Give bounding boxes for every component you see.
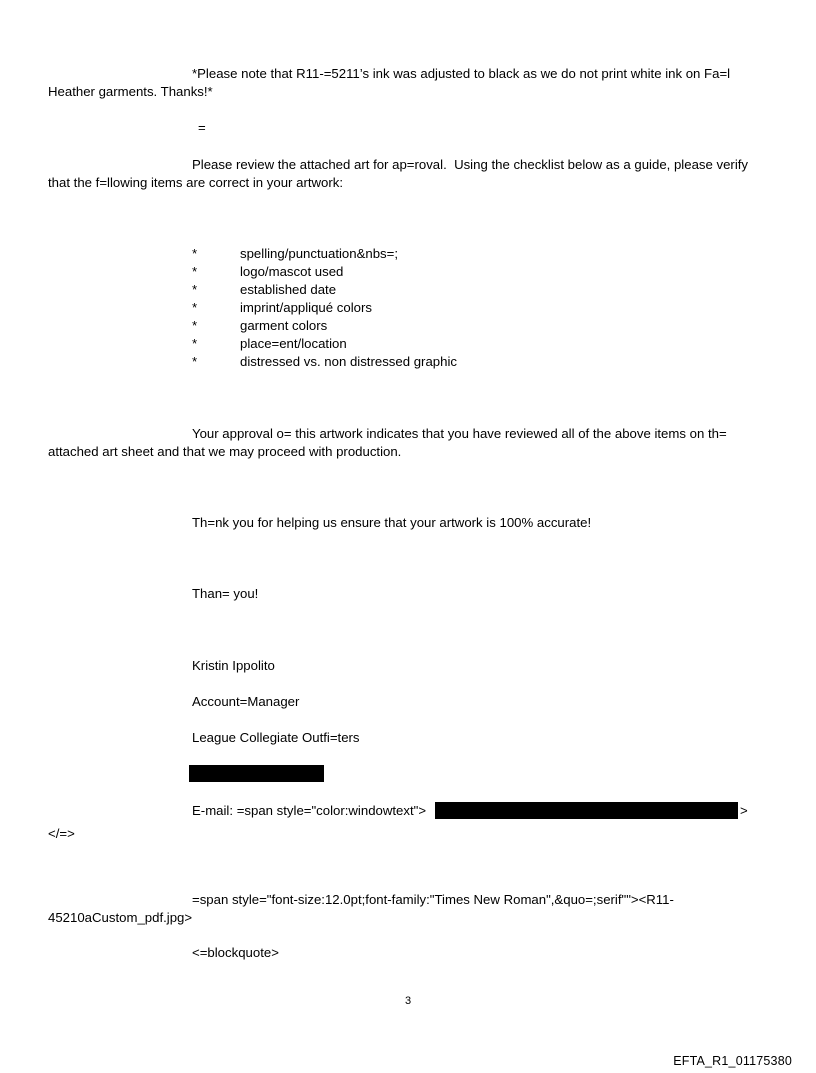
list-item: spelling/punctuation&nbs=; (240, 246, 398, 261)
email-closing: </=> (48, 826, 75, 841)
page-number: 3 (404, 995, 412, 1007)
intro-line-1: Please review the attached art for ap=roval. Using the checklist below as a guide, please verify (192, 157, 749, 172)
list-item: logo/mascot used (240, 264, 344, 279)
signature-company: League Collegiate Outfi=ters (192, 730, 360, 745)
email-suffix: > (740, 803, 748, 818)
list-item: established date (240, 282, 337, 297)
approval-line-1: Your approval o= this artwork indicates that you have reviewed all of the above items on th= (192, 426, 727, 441)
separator: = (198, 120, 206, 135)
list-item: place=ent/location (240, 336, 347, 351)
approval-line-2: attached art sheet and that we may proceed with production. (48, 444, 402, 459)
document-id: EFTA_R1_01175380 (673, 1054, 792, 1068)
signature-name: Kristin Ippolito (192, 658, 275, 673)
bullet-marker: * (192, 264, 198, 279)
note-line-1: *Please note that R11-=5211’s ink was adjusted to black as we do not print white ink on Fa=l (192, 66, 731, 81)
blockquote-line: <=blockquote> (192, 945, 279, 960)
bullet-marker: * (192, 300, 198, 315)
list-item: imprint/appliqué colors (240, 300, 372, 315)
bullet-marker: * (192, 336, 198, 351)
bullet-marker: * (192, 246, 198, 261)
list-item: distressed vs. non distressed graphic (240, 354, 457, 369)
list-item: garment colors (240, 318, 328, 333)
span-code-line-2: 45210aCustom_pdf.jpg> (48, 910, 193, 925)
bullet-marker: * (192, 282, 198, 297)
thanks-accuracy-line: Th=nk you for helping us ensure that your artwork is 100% accurate! (192, 515, 592, 530)
bullet-marker: * (192, 318, 198, 333)
redaction-email (435, 802, 738, 819)
thanks-line: Than= you! (192, 586, 259, 601)
signature-title: Account=Manager (192, 694, 300, 709)
redaction-phone (189, 765, 324, 782)
span-code-line-1: =span style="font-size:12.0pt;font-family:"Times New Roman",&quo=;serif""><R11- (192, 892, 674, 907)
bullet-marker: * (192, 354, 198, 369)
email-label: E-mail: =span style="color:windowtext"> (192, 803, 427, 818)
intro-line-2: that the f=llowing items are correct in your artwork: (48, 175, 344, 190)
note-line-2: Heather garments. Thanks!* (48, 84, 213, 99)
